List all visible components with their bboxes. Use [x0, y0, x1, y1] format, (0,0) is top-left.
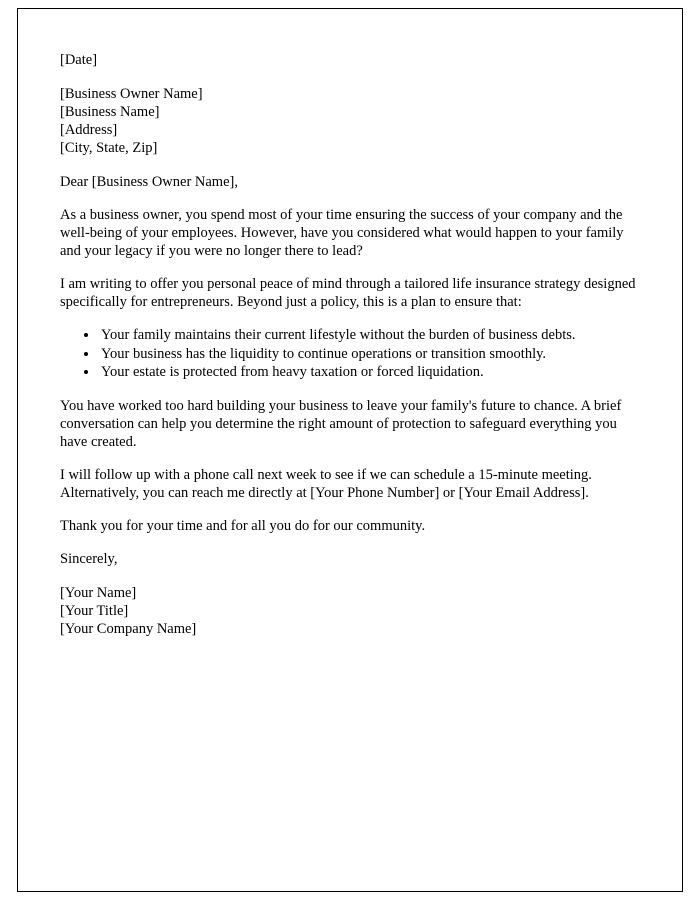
benefits-list	[60, 326, 646, 382]
paragraph-thanks: Thank you for your time and for all you do for our community.	[60, 517, 426, 534]
closing: Sincerely,	[60, 550, 118, 567]
recipient-address-block	[60, 85, 646, 157]
salutation: Dear [Business Owner Name],	[60, 174, 238, 190]
recipient-street-line: [Address]	[60, 122, 118, 138]
date-placeholder: [Date]	[60, 52, 98, 68]
signature-name-line: [Your Name]	[60, 584, 137, 601]
letter-page	[17, 8, 683, 892]
paragraph-intro: As a business owner, you spend most of your time ensuring the success of your company and the well-being of your employees. However, have you considered what would happen to your family and your legacy if you were no longer there to lead?	[60, 207, 624, 259]
signature-company-line: [Your Company Name]	[60, 620, 197, 637]
benefit-item-estate: • Your estate is protected from heavy taxation or forced liquidation.	[99, 363, 646, 382]
recipient-business-line: [Business Name]	[60, 104, 160, 120]
paragraph-follow-up: I will follow up with a phone call next week to see if we can schedule a 15-minute meeting. Alternatively, you can reach me directly at [Your Phone Number] or [Your Email Address].	[60, 466, 592, 501]
paragraph-urgency: You have worked too hard building your business to leave your family's future to chance. A brief conversation can help you determine the right amount of protection to safeguard everything you have created.	[60, 397, 622, 450]
signature-block	[60, 584, 646, 638]
recipient-name-line: [Business Owner Name]	[60, 86, 203, 102]
benefit-item-family: • Your family maintains their current lifestyle without the burden of business debts.	[99, 326, 646, 345]
signature-title-line: [Your Title]	[60, 602, 129, 619]
recipient-city-line: [City, State, Zip]	[60, 140, 158, 156]
benefit-item-business: • Your business has the liquidity to continue operations or transition smoothly.	[99, 345, 646, 364]
paragraph-offer: I am writing to offer you personal peace of mind through a tailored life insurance strategy designed specifically for entrepreneurs. Beyond just a policy, this is a plan to ensure that:	[60, 276, 636, 310]
